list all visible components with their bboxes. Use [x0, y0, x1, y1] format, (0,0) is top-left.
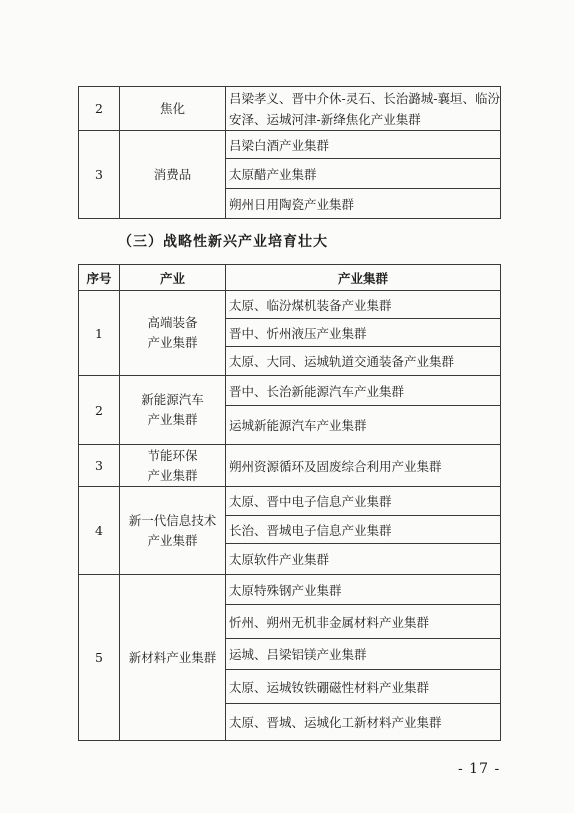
table-row — [79, 575, 501, 605]
industry-name — [120, 445, 226, 487]
table-row — [79, 487, 501, 516]
industry-name — [120, 575, 226, 741]
cluster-name: 太原、晋中电子信息产业集群 — [226, 487, 501, 516]
industry-line: 产业集群 — [147, 335, 198, 350]
section-heading: （三）战略性新兴产业培育壮大 — [118, 234, 328, 250]
cluster-name: 运城新能源汽车产业集群 — [226, 406, 501, 445]
page-number: - 17 - — [458, 761, 501, 777]
table-row — [79, 291, 501, 319]
table-header-row — [79, 265, 501, 291]
industry-line: 产业集群 — [147, 532, 198, 548]
industry-name — [120, 487, 226, 575]
cluster-name: 太原、晋城、运城化工新材料产业集群 — [226, 704, 501, 741]
cluster-name: 太原特殊钢产业集群 — [226, 575, 501, 605]
table-row — [79, 131, 501, 159]
table-row — [79, 87, 501, 131]
industry-name — [120, 291, 226, 376]
row-number: 1 — [79, 291, 120, 376]
cluster-name: 运城、吕梁铝镁产业集群 — [226, 639, 501, 670]
cluster-name: 长治、晋城电子信息产业集群 — [226, 516, 501, 544]
row-number: 2 — [79, 376, 120, 445]
cluster-name: 忻州、朔州无机非金属材料产业集群 — [226, 605, 501, 639]
industry-line: 新能源汽车 — [141, 392, 204, 407]
cluster-name: 太原、运城钕铁硼磁性材料产业集群 — [226, 670, 501, 704]
cluster-name: 朔州日用陶瓷产业集群 — [226, 189, 501, 219]
table-row — [79, 445, 501, 487]
row-number: 5 — [79, 575, 120, 741]
cluster-name: 晋中、长治新能源汽车产业集群 — [226, 376, 501, 406]
cluster-name: 太原软件产业集群 — [226, 544, 501, 575]
row-number: 3 — [79, 131, 120, 219]
row-number: 4 — [79, 487, 120, 575]
emerging-industry-table — [78, 264, 501, 741]
cluster-name: 吕梁白酒产业集群 — [226, 131, 501, 159]
cluster-name: 太原醋产业集群 — [226, 159, 501, 189]
cluster-name: 晋中、忻州液压产业集群 — [226, 319, 501, 347]
industry-name: 焦化 — [120, 87, 226, 131]
header-clusters: 产业集群 — [226, 265, 501, 291]
industry-line: 新材料产业集群 — [128, 649, 217, 665]
cluster-name: 朔州资源循环及固废综合利用产业集群 — [226, 445, 501, 487]
industry-line: 产业集群 — [147, 412, 198, 427]
industry-line: 节能环保 — [147, 447, 198, 463]
row-number: 3 — [79, 445, 120, 487]
cluster-name: 太原、临汾煤机装备产业集群 — [226, 291, 501, 319]
cluster-name: 太原、大同、运城轨道交通装备产业集群 — [226, 347, 501, 376]
industry-line: 产业集群 — [147, 467, 198, 483]
continued-cluster-table — [78, 86, 501, 219]
industry-line: 新一代信息技术 — [128, 512, 217, 528]
row-number: 2 — [79, 87, 120, 131]
header-industry: 产业 — [120, 265, 226, 291]
header-no: 序号 — [79, 265, 120, 291]
table-row — [79, 376, 501, 406]
industry-line: 高端装备 — [147, 315, 198, 330]
industry-name — [120, 376, 226, 445]
cluster-name: 吕梁孝义、晋中介休-灵石、长治潞城-襄垣、临汾安泽、运城河津-新绛焦化产业集群 — [226, 87, 501, 131]
industry-name: 消费品 — [120, 131, 226, 219]
